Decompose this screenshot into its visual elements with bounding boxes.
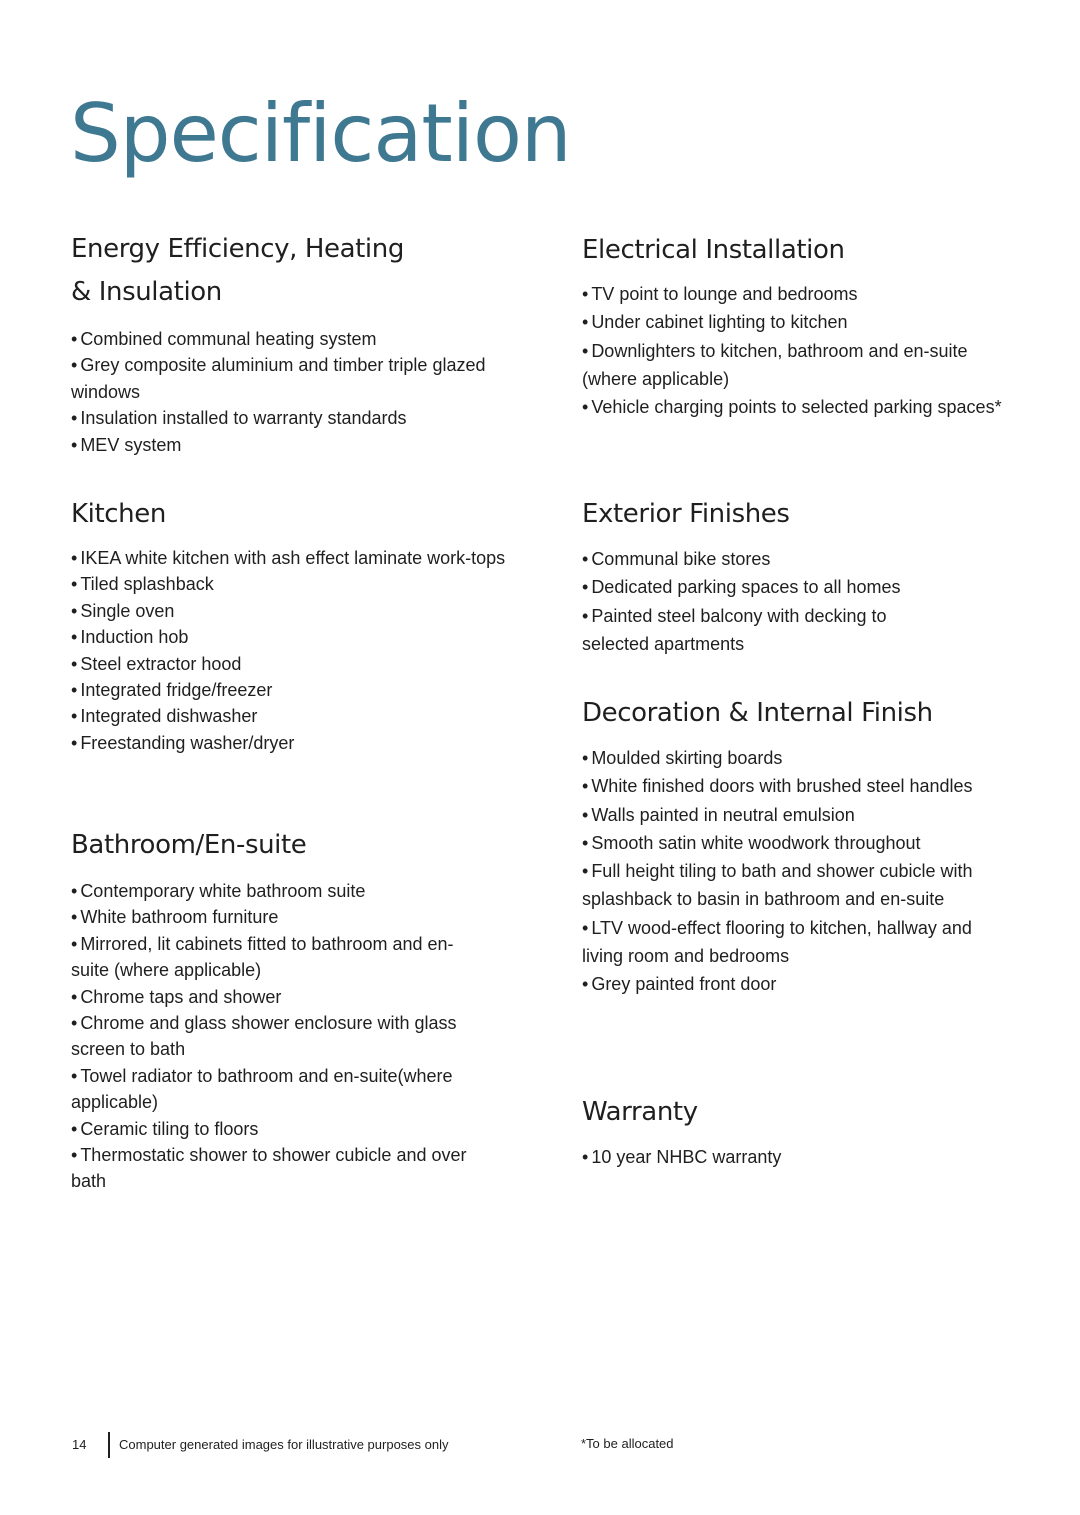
list-item: [582, 801, 997, 829]
bullet-icon: •: [71, 434, 78, 455]
list-item-text: Mirrored, lit cabinets fitted to bathroom and en-suite (where applicable): [71, 933, 454, 981]
energy-heading-line1: Energy Efficiency, Heating: [71, 234, 404, 264]
bullet-icon: •: [71, 548, 78, 568]
bullet-icon: •: [582, 1147, 589, 1167]
bullet-icon: •: [71, 986, 78, 1007]
list-item-text: IKEA white kitchen with ash effect laminate work-tops: [80, 548, 506, 568]
bullet-icon: •: [71, 408, 78, 429]
bullet-icon: •: [71, 627, 78, 648]
list-item-text: Insulation installed to warranty standards: [80, 408, 407, 429]
list-item: [71, 651, 511, 677]
list-item-text: Induction hob: [80, 627, 189, 648]
list-item: [71, 1142, 491, 1195]
list-item-text: Dedicated parking spaces to all homes: [591, 577, 901, 598]
list-item-text: Ceramic tiling to floors: [80, 1118, 259, 1139]
list-item-text: Combined communal heating system: [80, 329, 377, 349]
page-number: 14: [72, 1437, 87, 1452]
list-item-text: LTV wood-effect flooring to kitchen, hallway and living room and bedrooms: [582, 917, 972, 967]
kitchen-list: [71, 545, 511, 756]
list-item-text: Thermostatic shower to shower cubicle and over bath: [71, 1145, 467, 1192]
list-item-text: Chrome and glass shower enclosure with glass screen to bath: [71, 1013, 457, 1060]
bathroom-list: [71, 878, 491, 1195]
bullet-icon: •: [71, 574, 78, 595]
bullet-icon: •: [582, 577, 589, 598]
list-item: [582, 573, 912, 601]
bullet-icon: •: [582, 804, 589, 825]
list-item: [71, 1116, 491, 1142]
bullet-icon: •: [582, 832, 589, 853]
list-item-text: Moulded skirting boards: [591, 748, 783, 768]
bullet-icon: •: [582, 861, 589, 882]
list-item: [71, 598, 511, 624]
exterior-section: [582, 498, 912, 658]
list-item-text: Grey composite aluminium and timber triple glazed windows: [71, 355, 486, 402]
list-item-text: Towel radiator to bathroom and en-suite(where applicable): [71, 1065, 453, 1113]
list-item: [71, 624, 511, 650]
list-item: [582, 970, 997, 998]
page-title: Specification: [70, 87, 571, 180]
list-item: [71, 904, 491, 930]
list-item: [71, 931, 491, 984]
list-item: [71, 703, 511, 729]
decoration-heading: Decoration & Internal Finish: [582, 698, 933, 728]
electrical-list: [582, 280, 1022, 421]
list-item-text: Contemporary white bathroom suite: [80, 881, 366, 901]
energy-heading-line2: & Insulation: [71, 277, 222, 307]
warranty-section: [582, 1096, 1022, 1171]
footer-footnote: *To be allocated: [581, 1436, 674, 1451]
list-item-text: Vehicle charging points to selected parking spaces*: [591, 397, 1002, 418]
list-item-text: Under cabinet lighting to kitchen: [591, 312, 848, 333]
bullet-icon: •: [71, 1145, 78, 1166]
list-item-text: MEV system: [80, 434, 182, 455]
bullet-icon: •: [582, 284, 589, 304]
list-item-text: Tiled splashback: [80, 574, 214, 595]
bullet-icon: •: [582, 776, 589, 797]
bathroom-heading: Bathroom/En-suite: [71, 830, 307, 860]
list-item-text: Walls painted in neutral emulsion: [591, 804, 855, 825]
list-item-text: 10 year NHBC warranty: [591, 1147, 782, 1167]
energy-heading: [71, 228, 511, 314]
list-item: [71, 326, 511, 352]
footer-divider: [108, 1432, 110, 1458]
bullet-icon: •: [71, 881, 78, 901]
list-item: [582, 393, 1022, 421]
bullet-icon: •: [71, 355, 78, 376]
list-item: [582, 772, 997, 800]
footer-disclaimer: Computer generated images for illustrative purposes only: [119, 1437, 449, 1452]
decoration-list: [582, 744, 997, 999]
bullet-icon: •: [582, 340, 589, 361]
bullet-icon: •: [71, 933, 78, 954]
list-item: [582, 1143, 1022, 1171]
exterior-list: [582, 545, 912, 658]
decoration-section: [582, 697, 997, 999]
kitchen-heading: Kitchen: [71, 499, 166, 529]
bathroom-section: [71, 829, 491, 1195]
warranty-list: [582, 1143, 1022, 1171]
list-item-text: Downlighters to kitchen, bathroom and en-suite (where applicable): [582, 340, 968, 389]
warranty-heading: Warranty: [582, 1097, 698, 1127]
list-item: [71, 878, 491, 904]
bullet-icon: •: [71, 1118, 78, 1139]
list-item: [582, 337, 1022, 394]
list-item-text: Single oven: [80, 600, 175, 621]
list-item: [71, 677, 511, 703]
bullet-icon: •: [71, 1065, 78, 1086]
exterior-heading: Exterior Finishes: [582, 499, 790, 529]
list-item-text: Communal bike stores: [591, 549, 771, 569]
bullet-icon: •: [71, 1013, 78, 1034]
list-item: [582, 857, 997, 914]
bullet-icon: •: [71, 732, 78, 753]
energy-list: [71, 326, 511, 458]
list-item: [582, 308, 1022, 336]
bullet-icon: •: [582, 748, 589, 768]
list-item-text: TV point to lounge and bedrooms: [591, 284, 858, 304]
list-item-text: White bathroom furniture: [80, 907, 279, 928]
bullet-icon: •: [582, 974, 589, 995]
list-item: [71, 432, 511, 458]
list-item: [582, 602, 912, 659]
list-item: [582, 280, 1022, 308]
list-item-text: Freestanding washer/dryer: [80, 732, 295, 753]
list-item-text: Integrated dishwasher: [80, 706, 258, 727]
bullet-icon: •: [582, 605, 589, 626]
bullet-icon: •: [71, 600, 78, 621]
bullet-icon: •: [71, 680, 78, 701]
bullet-icon: •: [71, 329, 78, 349]
list-item: [71, 545, 511, 571]
list-item-text: White finished doors with brushed steel handles: [591, 776, 973, 797]
bullet-icon: •: [582, 312, 589, 333]
bullet-icon: •: [582, 549, 589, 569]
electrical-heading: Electrical Installation: [582, 235, 845, 265]
list-item-text: Painted steel balcony with decking to selected apartments: [582, 605, 887, 654]
kitchen-section: [71, 498, 511, 756]
list-item-text: Full height tiling to bath and shower cubicle with splashback to basin in bathroom and en-suite: [582, 861, 973, 910]
electrical-section: [582, 234, 1022, 421]
bullet-icon: •: [582, 397, 589, 418]
bullet-icon: •: [71, 653, 78, 674]
bullet-icon: •: [582, 917, 589, 938]
bullet-icon: •: [71, 706, 78, 727]
list-item-text: Smooth satin white woodwork throughout: [591, 832, 921, 853]
list-item: [71, 984, 491, 1010]
list-item-text: Integrated fridge/freezer: [80, 680, 273, 701]
list-item-text: Steel extractor hood: [80, 653, 242, 674]
list-item: [71, 1010, 491, 1063]
list-item: [71, 730, 511, 756]
list-item-text: Grey painted front door: [591, 974, 777, 995]
list-item: [71, 352, 511, 405]
list-item: [71, 1063, 491, 1116]
list-item: [582, 545, 912, 573]
energy-section: [71, 228, 511, 458]
list-item: [71, 405, 511, 431]
list-item: [582, 914, 997, 971]
list-item-text: Chrome taps and shower: [80, 986, 282, 1007]
list-item: [582, 829, 997, 857]
list-item: [582, 744, 997, 772]
list-item: [71, 571, 511, 597]
bullet-icon: •: [71, 907, 78, 928]
